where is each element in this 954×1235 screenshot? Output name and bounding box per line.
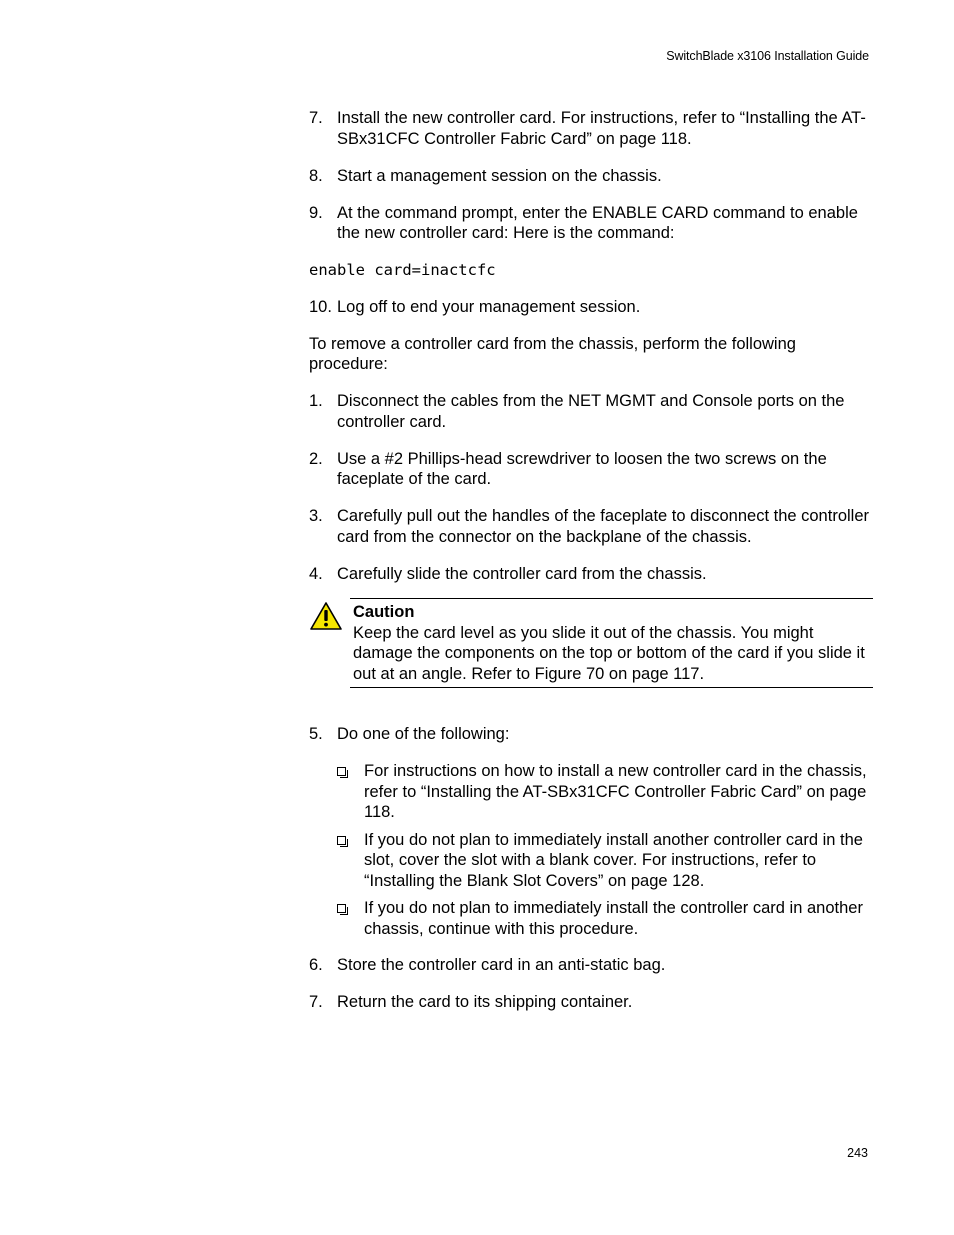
step-number: 7. — [309, 109, 323, 127]
step-text: Install the new controller card. For instructions, refer to “Installing the AT-SBx31CFC Controller Fabric Card” on page 118. — [337, 109, 866, 148]
step-text: Return the card to its shipping container. — [337, 993, 633, 1011]
step-text: At the command prompt, enter the ENABLE CARD command to enable the new controller card: Here is the command: — [337, 203, 858, 242]
checkbox-bullet-icon — [336, 898, 364, 939]
step-text: Log off to end your management session. — [337, 297, 641, 316]
option-list — [336, 761, 871, 939]
step-item — [309, 203, 871, 244]
command-example: enable card=inactcfc — [309, 261, 496, 279]
page-number: 243 — [847, 1146, 868, 1160]
warning-triangle-icon — [309, 601, 343, 631]
step-item — [309, 724, 871, 745]
caution-box — [350, 598, 873, 688]
caution-text: Keep the card level as you slide it out of the chassis. You might damage the components on the top or bottom of the card if you slide it out at an angle. Refer to Figure 70 on page 117. — [353, 623, 865, 683]
step-number: 10. — [309, 297, 332, 316]
list-item — [336, 761, 871, 823]
list-item-text: If you do not plan to immediately install another controller card in the slot, cover the slot with a blank cover. For instructions, refer to “Installing the Blank Slot Covers” on page 128. — [364, 830, 863, 890]
step-item — [309, 449, 871, 490]
step-number: 6. — [309, 956, 323, 974]
step-item — [309, 297, 871, 318]
procedure-intro: To remove a controller card from the chassis, perform the following procedure: — [309, 334, 796, 373]
step-text: Start a management session on the chassis. — [337, 166, 662, 185]
step-item — [309, 108, 871, 149]
list-item — [336, 898, 871, 939]
page-content — [309, 108, 871, 1013]
caution-title: Caution — [353, 603, 415, 621]
step-text: Do one of the following: — [337, 725, 510, 743]
step-item — [309, 506, 871, 547]
step-number: 4. — [309, 564, 323, 583]
step-text: Disconnect the cables from the NET MGMT and Console ports on the controller card. — [337, 392, 845, 431]
step-item — [309, 391, 871, 432]
checkbox-bullet-icon — [336, 830, 364, 892]
list-item-text: For instructions on how to install a new controller card in the chassis, refer to “Installing the AT-SBx31CFC Controller Fabric Card” on page 118. — [364, 762, 867, 821]
step-number: 2. — [309, 449, 323, 468]
step-number: 8. — [309, 166, 323, 185]
step-item — [309, 564, 871, 585]
step-text: Store the controller card in an anti-static bag. — [337, 956, 666, 974]
step-text: Carefully slide the controller card from the chassis. — [337, 564, 707, 583]
step-item — [309, 992, 871, 1013]
step-number: 7. — [309, 993, 323, 1011]
step-number: 5. — [309, 725, 323, 743]
step-text: Carefully pull out the handles of the faceplate to disconnect the controller card from the connector on the backplane of the chassis. — [337, 507, 869, 546]
step-number: 9. — [309, 203, 323, 222]
running-header: SwitchBlade x3106 Installation Guide — [666, 49, 869, 63]
step-item — [309, 166, 871, 187]
step-number: 3. — [309, 507, 323, 525]
step-text: Use a #2 Phillips-head screwdriver to loosen the two screws on the faceplate of the card. — [337, 449, 827, 488]
step-number: 1. — [309, 392, 323, 410]
step-item — [309, 955, 871, 976]
list-item-text: If you do not plan to immediately install the controller card in another chassis, continue with this procedure. — [364, 899, 863, 938]
checkbox-bullet-icon — [336, 761, 364, 823]
list-item — [336, 830, 871, 892]
